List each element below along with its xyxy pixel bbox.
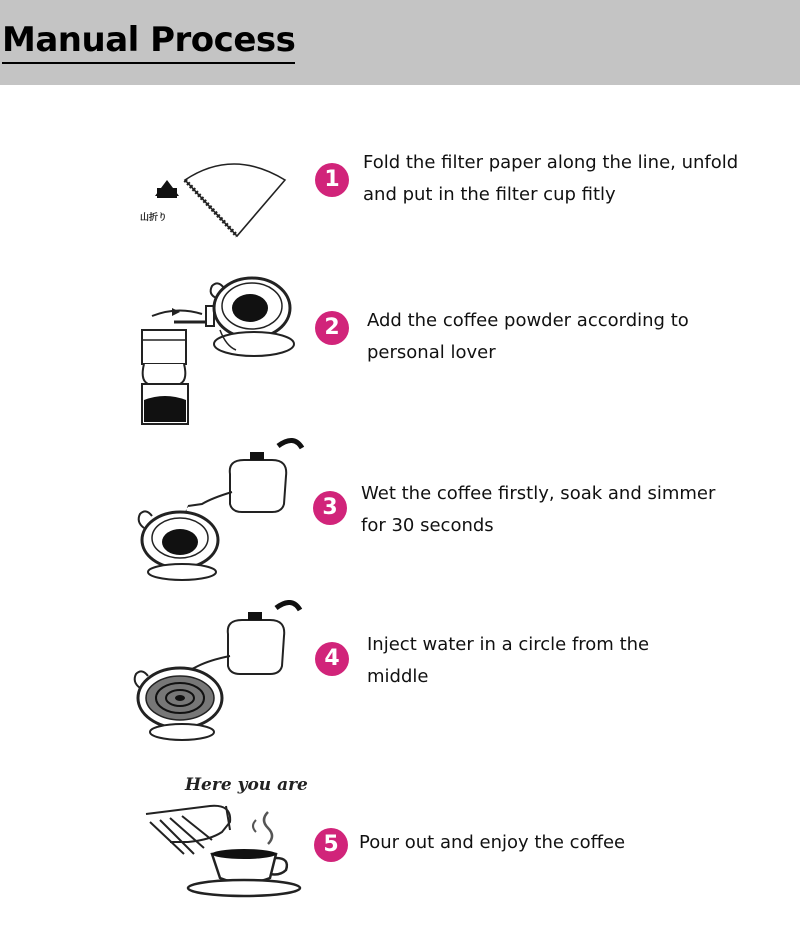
- step-5-text: [359, 827, 625, 859]
- step-3-badge: 3: [313, 491, 347, 525]
- step-1-line-1: Fold the filter paper along the line, unfold: [363, 152, 739, 173]
- step-5-line-1: Pour out and enjoy the coffee: [359, 832, 626, 853]
- filter-paper-icon: [135, 150, 295, 245]
- step-2-text: [367, 305, 689, 369]
- step-1-badge: 1: [315, 163, 349, 197]
- step-2-line-2: personal lover: [367, 342, 496, 363]
- page-title: Manual Process: [2, 18, 295, 64]
- step-2-badge: 2: [315, 311, 349, 345]
- step-3-text: [361, 478, 715, 542]
- step-4-line-1: Inject water in a circle from the: [367, 634, 650, 655]
- step-1-line-2: and put in the filter cup fitly: [363, 184, 616, 205]
- step-4-text: [367, 629, 649, 693]
- header-bar: [0, 0, 800, 85]
- here-you-are-caption: Here you are: [185, 775, 308, 795]
- step-4-line-2: middle: [367, 666, 429, 687]
- step-3-line-2: for 30 seconds: [361, 515, 494, 536]
- serving-coffee-cup-icon: [140, 770, 310, 905]
- step-4-badge: 4: [315, 642, 349, 676]
- fold-caption: 山折り: [140, 213, 168, 223]
- step-5-badge: 5: [314, 828, 348, 862]
- step-2-line-1: Add the coffee powder according to: [367, 310, 689, 331]
- step-1-text: [363, 147, 738, 211]
- grinder-and-dripper-icon: [132, 270, 312, 430]
- step-3-line-1: Wet the coffee firstly, soak and simmer: [361, 483, 716, 504]
- kettle-circle-pour-icon: [130, 600, 310, 750]
- kettle-pour-icon: [132, 432, 312, 582]
